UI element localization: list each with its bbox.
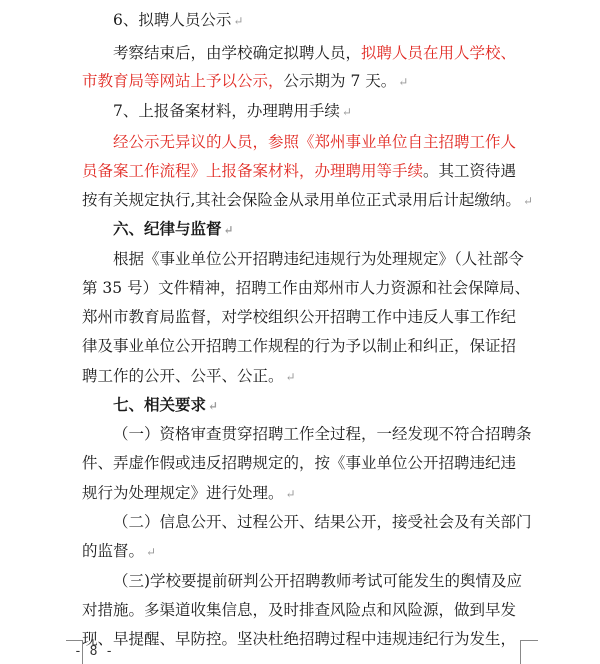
text-run: 规行为处理规定》进行处理。 (82, 484, 284, 502)
paragraph-mark: ↵ (223, 223, 234, 237)
text-run: 7、上报备案材料，办理聘用手续 (113, 102, 340, 120)
text-run: 七、相关要求 (113, 395, 207, 414)
crop-mark-right-h (520, 640, 538, 642)
body-line (113, 43, 553, 63)
text-run: 6、拟聘人员公示 (113, 11, 232, 29)
body-line (82, 190, 533, 211)
section-heading-discipline (113, 219, 553, 240)
body-line (113, 512, 553, 532)
body-line (113, 571, 553, 591)
paragraph-mark: ↵ (398, 75, 409, 89)
body-line (82, 541, 522, 562)
page-number: - 8 - (74, 644, 114, 659)
paragraph-mark: ↵ (208, 399, 219, 413)
body-line (113, 132, 553, 152)
text-run: 按有关规定执行,其社会保险金从录用单位正式录用后计起缴纳。 (82, 191, 521, 209)
paragraph-mark: ↵ (146, 545, 157, 559)
body-line (113, 249, 553, 269)
text-run: 六、纪律与监督 (113, 219, 222, 238)
text-run: 考察结束后，由学校确定拟聘人员， (113, 44, 362, 62)
crop-mark-left-h (66, 640, 82, 642)
body-line (82, 71, 522, 92)
text-run: （三)学校要提前研判公开招聘教师考试可能发生的舆情及应 (113, 572, 523, 590)
heading-7 (113, 101, 553, 122)
text-run: 对措施。多渠道收集信息，及时排查风险点和风险源，做到早发 (82, 601, 517, 619)
paragraph-mark: ↵ (285, 487, 296, 501)
section-heading-requirements (113, 395, 553, 416)
text-run: 公示期为 7 天。 (283, 72, 397, 90)
highlight-text: 拟聘人员在用人学校、 (361, 44, 517, 62)
text-run: 的监督。 (82, 542, 145, 560)
text-run: 。其工资待遇 (423, 162, 517, 180)
body-line (82, 600, 522, 620)
text-run: 郑州市教育局监督，对学校组织公开招聘工作中违反人事工作纪 (82, 308, 517, 326)
body-line (82, 453, 522, 473)
text-run: 件、弄虚作假或违反招聘规定的，按《事业单位公开招聘违纪违 (82, 454, 517, 472)
body-line (82, 307, 522, 327)
body-line (82, 483, 522, 504)
body-line (82, 366, 522, 387)
heading-6 (113, 10, 553, 31)
text-run: 第 35 号）文件精神，招聘工作由郑州市人力资源和社会保障局、 (82, 279, 531, 297)
highlight-text: 经公示无异议的人员，参照《郑州事业单位自主招聘工作人 (113, 133, 517, 151)
text-run: （二）信息公开、过程公开、结果公开，接受社会及有关部门 (113, 513, 532, 531)
text-run: 律及事业单位公开招聘工作规程的行为予以制止和纠正，保证招 (82, 337, 517, 355)
text-run: 聘工作的公开、公平、公正。 (82, 367, 284, 385)
crop-mark-right (520, 640, 539, 664)
body-line (82, 161, 522, 181)
highlight-text: 市教育局等网站上予以公示， (82, 72, 284, 90)
paragraph-mark: ↵ (233, 14, 244, 28)
highlight-text: 员备案工作流程》上报备案材料，办理聘用等手续 (82, 162, 424, 180)
body-line (113, 424, 553, 444)
text-run: （一）资格审查贯穿招聘工作全过程，一经发现不符合招聘条 (113, 425, 532, 443)
paragraph-mark: ↵ (522, 194, 533, 208)
text-run: 根据《事业单位公开招聘违纪违规行为处理规定》（人社部令 (113, 250, 524, 268)
paragraph-mark: ↵ (341, 105, 352, 119)
text-run: 现、早提醒、早防控。坚决杜绝招聘过程中违规违纪行为发生， (82, 630, 517, 648)
body-line (82, 278, 531, 298)
body-line (82, 629, 522, 649)
body-line (82, 336, 522, 356)
paragraph-mark: ↵ (285, 370, 296, 384)
